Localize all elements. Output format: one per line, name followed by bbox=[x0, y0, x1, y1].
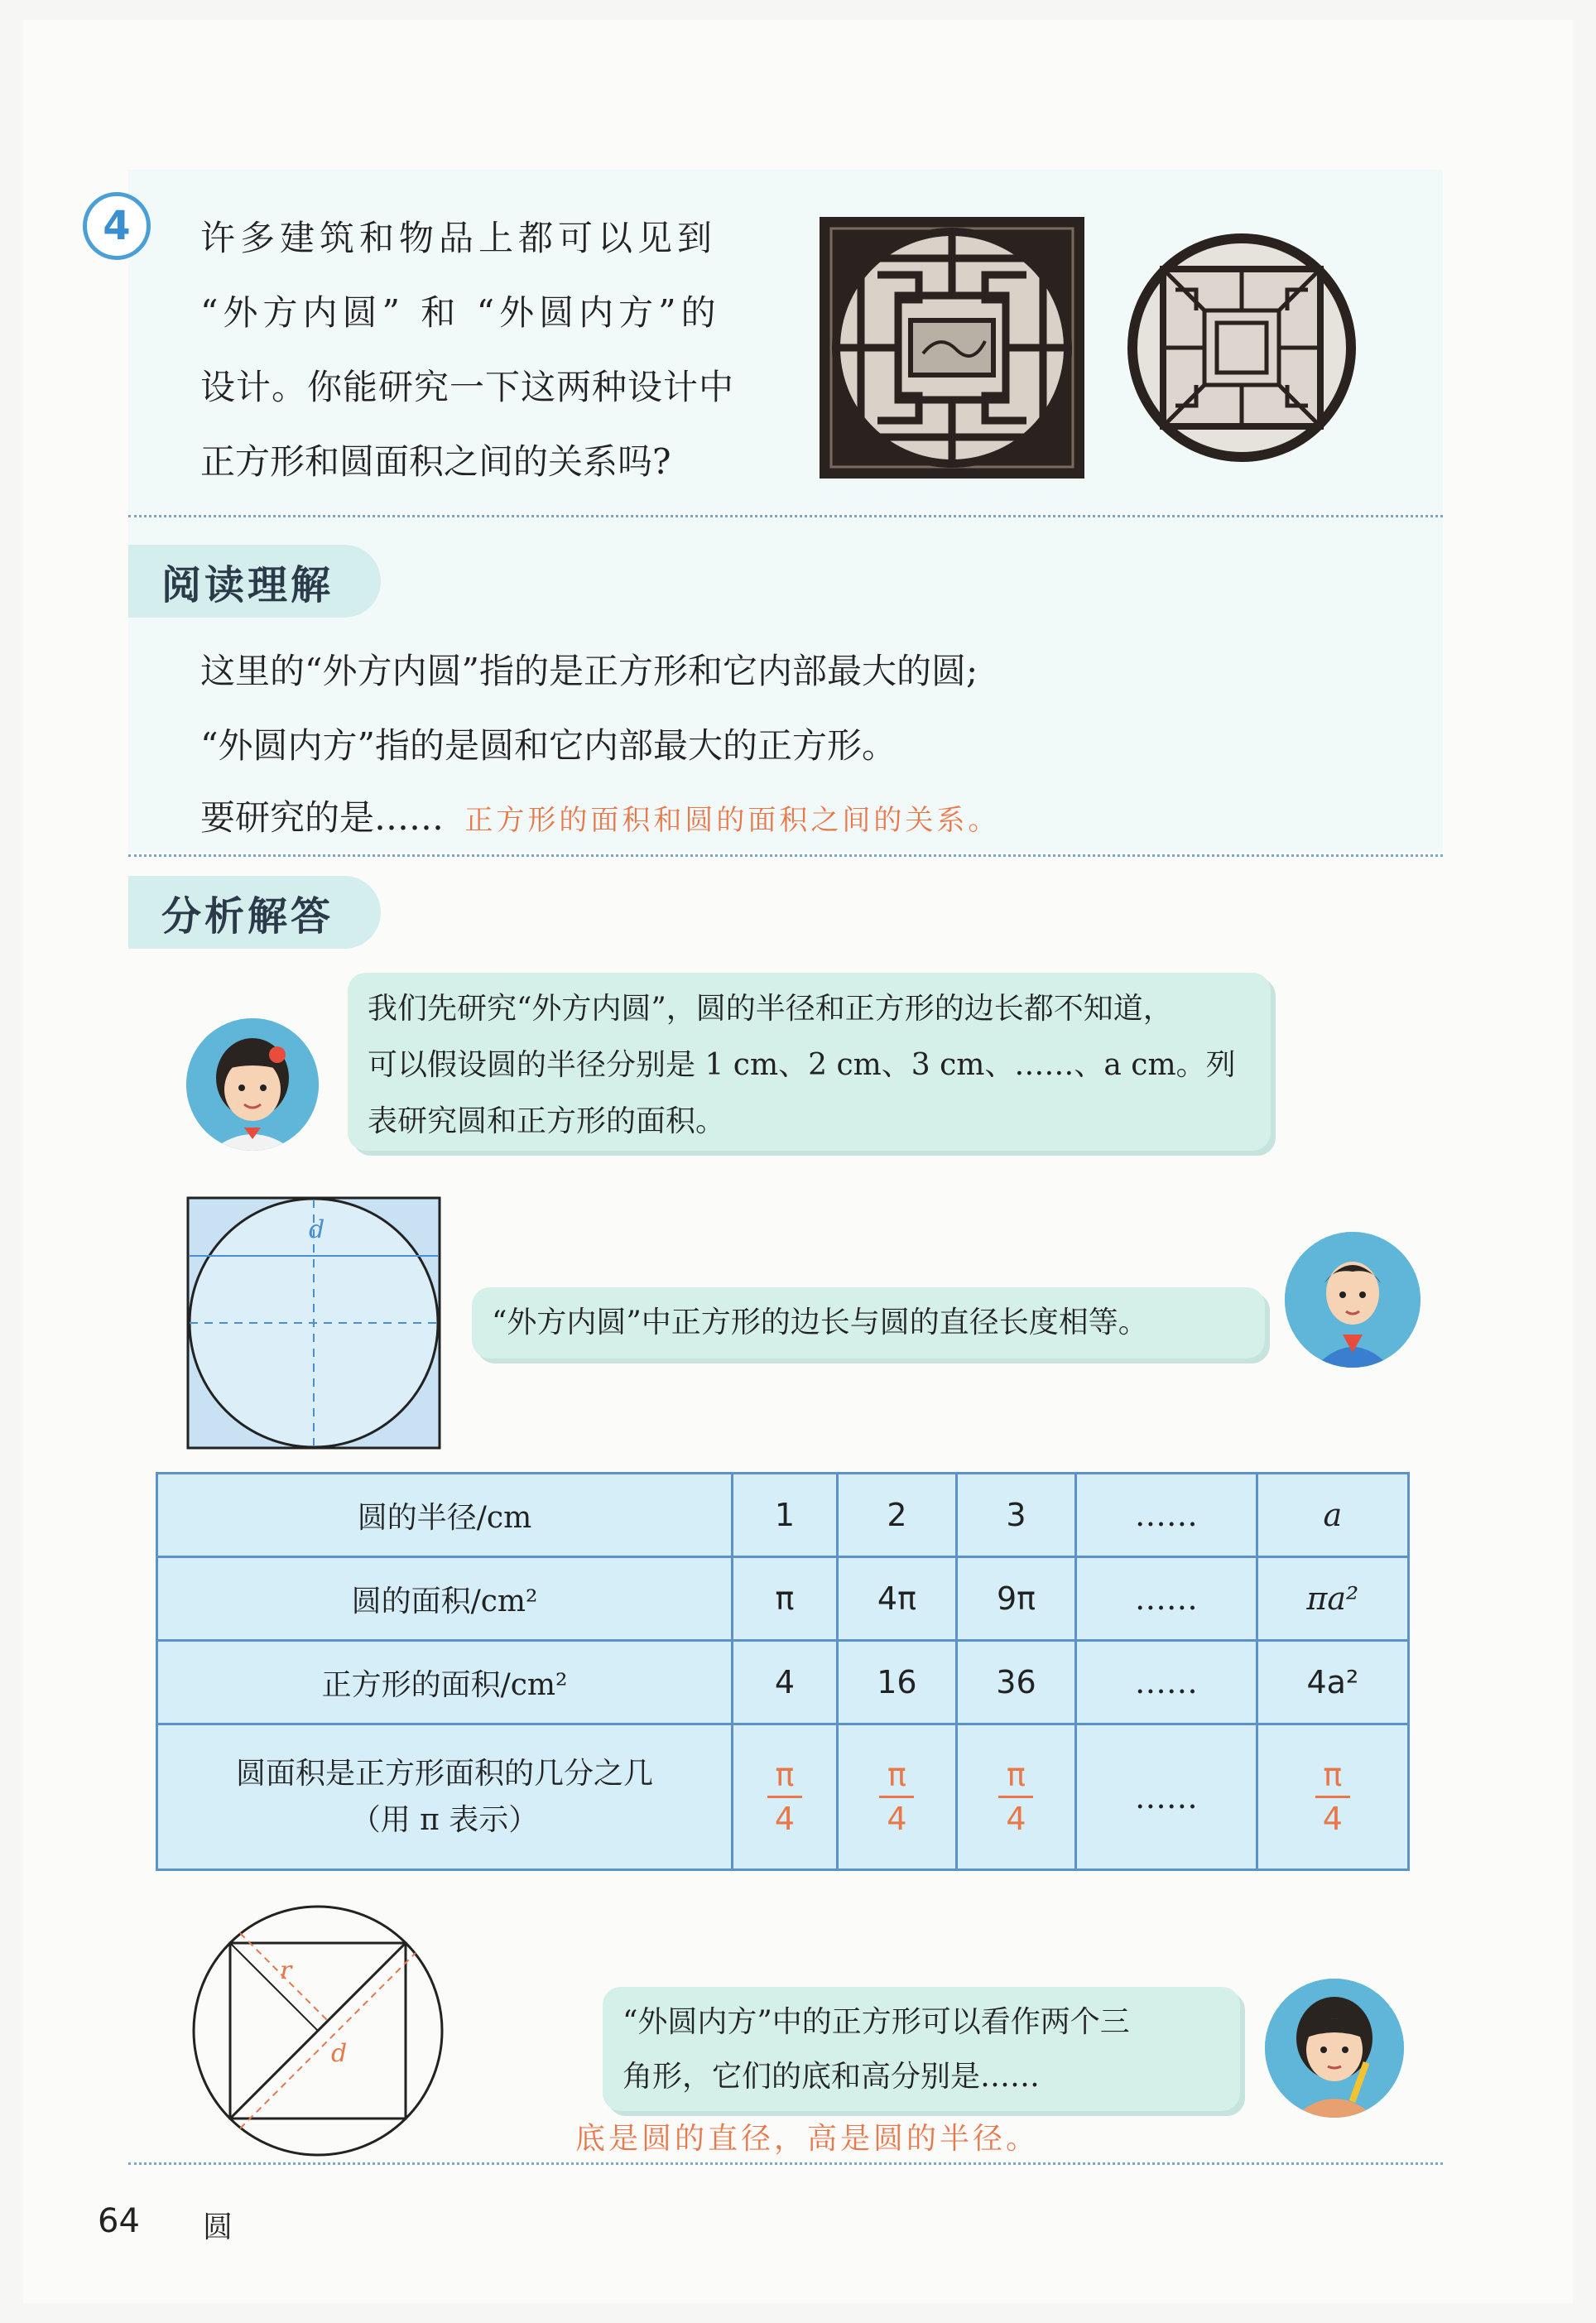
girl2-bubble-line-2: 角形，它们的底和高分别是…… bbox=[623, 2060, 1041, 2094]
fraction-denominator: 4 bbox=[887, 1801, 907, 1837]
table-cell: 3 bbox=[956, 1474, 1075, 1557]
table-row bbox=[157, 1557, 1409, 1641]
table-cell: …… bbox=[1076, 1724, 1257, 1870]
square-with-circle-diagram bbox=[186, 1196, 441, 1450]
table-cell: 16 bbox=[837, 1641, 956, 1724]
section-divider-3 bbox=[128, 2162, 1443, 2165]
table-cell: π bbox=[733, 1557, 838, 1641]
fraction-denominator: 4 bbox=[774, 1801, 796, 1837]
chapter-label: 圆 bbox=[203, 2210, 233, 2244]
table-row bbox=[157, 1641, 1409, 1724]
area-comparison-table bbox=[156, 1472, 1410, 1871]
table-row bbox=[157, 1474, 1409, 1557]
girl-speech-bubble bbox=[348, 973, 1271, 1151]
table-cell: …… bbox=[1076, 1474, 1257, 1557]
question-line-3: 设计。你能研究一下这两种设计中 bbox=[200, 367, 735, 407]
row-header: 圆的面积/cm² bbox=[157, 1557, 733, 1641]
table-cell: 4a² bbox=[1257, 1641, 1408, 1724]
table-cell: …… bbox=[1076, 1641, 1257, 1724]
boy-speech-bubble: “外方内圆”中正方形的边长与圆的直径长度相等。 bbox=[472, 1287, 1265, 1359]
page-number: 64 bbox=[98, 2202, 140, 2240]
fraction-numerator: π bbox=[887, 1757, 906, 1793]
fraction-numerator: π bbox=[775, 1757, 795, 1793]
question-line-2: “外方内圆” 和 “外圆内方”的 bbox=[200, 292, 721, 333]
question-line-4: 正方形和圆面积之间的关系吗? bbox=[200, 441, 671, 482]
table-cell: …… bbox=[1076, 1557, 1257, 1641]
diagram-label-d-bottom: d bbox=[331, 2039, 348, 2068]
bottom-answer: 底是圆的直径，高是圆的半径。 bbox=[575, 2122, 1040, 2156]
diagram-label-r: r bbox=[280, 1956, 292, 1985]
round-window-image bbox=[1126, 232, 1358, 464]
circle-with-square-diagram bbox=[190, 1904, 445, 2157]
analysis-tab: 分析解答 bbox=[128, 876, 381, 949]
girl-bubble-line-2: 可以假设圆的半径分别是 1 cm、2 cm、3 cm、……、a cm。列 bbox=[368, 1048, 1236, 1082]
fraction-numerator: π bbox=[1323, 1757, 1343, 1793]
table-cell: 2 bbox=[837, 1474, 956, 1557]
reading-answer: 正方形的面积和圆的面积之间的关系。 bbox=[464, 804, 1000, 837]
reading-line-3-prefix: 要研究的是…… bbox=[200, 797, 445, 838]
girl-bubble-line-1: 我们先研究“外方内圆”，圆的半径和正方形的边长都不知道， bbox=[368, 992, 1173, 1026]
row-header: 正方形的面积/cm² bbox=[157, 1641, 733, 1724]
table-cell: 36 bbox=[956, 1641, 1075, 1724]
table-cell: 4π bbox=[837, 1557, 956, 1641]
row-header-line-2: （用 π 表示） bbox=[350, 1802, 539, 1837]
question-line-1: 许多建筑和物品上都可以见到 bbox=[200, 218, 718, 258]
girl2-speech-bubble bbox=[603, 1987, 1240, 2111]
table-cell: 4 bbox=[733, 1641, 838, 1724]
question-number: 4 bbox=[83, 192, 151, 260]
table-row bbox=[157, 1724, 1409, 1870]
reading-line-2: “外圆内方”指的是圆和它内部最大的正方形。 bbox=[200, 725, 897, 766]
row-header-line-1: 圆面积是正方形面积的几分之几 bbox=[235, 1756, 653, 1791]
table-cell: πa² bbox=[1257, 1557, 1408, 1641]
reading-tab: 阅读理解 bbox=[128, 545, 381, 618]
diagram-label-d: d bbox=[309, 1215, 325, 1244]
fraction-cell bbox=[1257, 1724, 1408, 1870]
girl2-bubble-line-1: “外圆内方”中的正方形可以看作两个三 bbox=[623, 2005, 1130, 2039]
fraction-cell bbox=[956, 1724, 1075, 1870]
table-cell: a bbox=[1257, 1474, 1408, 1557]
table-cell: 1 bbox=[733, 1474, 838, 1557]
fraction-denominator: 4 bbox=[1322, 1801, 1343, 1837]
square-window-image bbox=[820, 217, 1084, 479]
girl-avatar bbox=[186, 1018, 319, 1151]
girl-bubble-line-3: 表研究圆和正方形的面积。 bbox=[368, 1104, 726, 1138]
row-header: 圆的半径/cm bbox=[157, 1474, 733, 1557]
fraction-cell bbox=[733, 1724, 838, 1870]
row-header bbox=[157, 1724, 733, 1870]
fraction-numerator: π bbox=[1007, 1757, 1026, 1793]
boy-avatar bbox=[1285, 1232, 1421, 1368]
girl2-avatar bbox=[1265, 1979, 1404, 2118]
reading-line-3 bbox=[200, 791, 999, 840]
table-cell: 9π bbox=[956, 1557, 1075, 1641]
reading-line-1: 这里的“外方内圆”指的是正方形和它内部最大的圆; bbox=[200, 651, 978, 691]
fraction-denominator: 4 bbox=[1006, 1801, 1026, 1837]
fraction-cell bbox=[837, 1724, 956, 1870]
